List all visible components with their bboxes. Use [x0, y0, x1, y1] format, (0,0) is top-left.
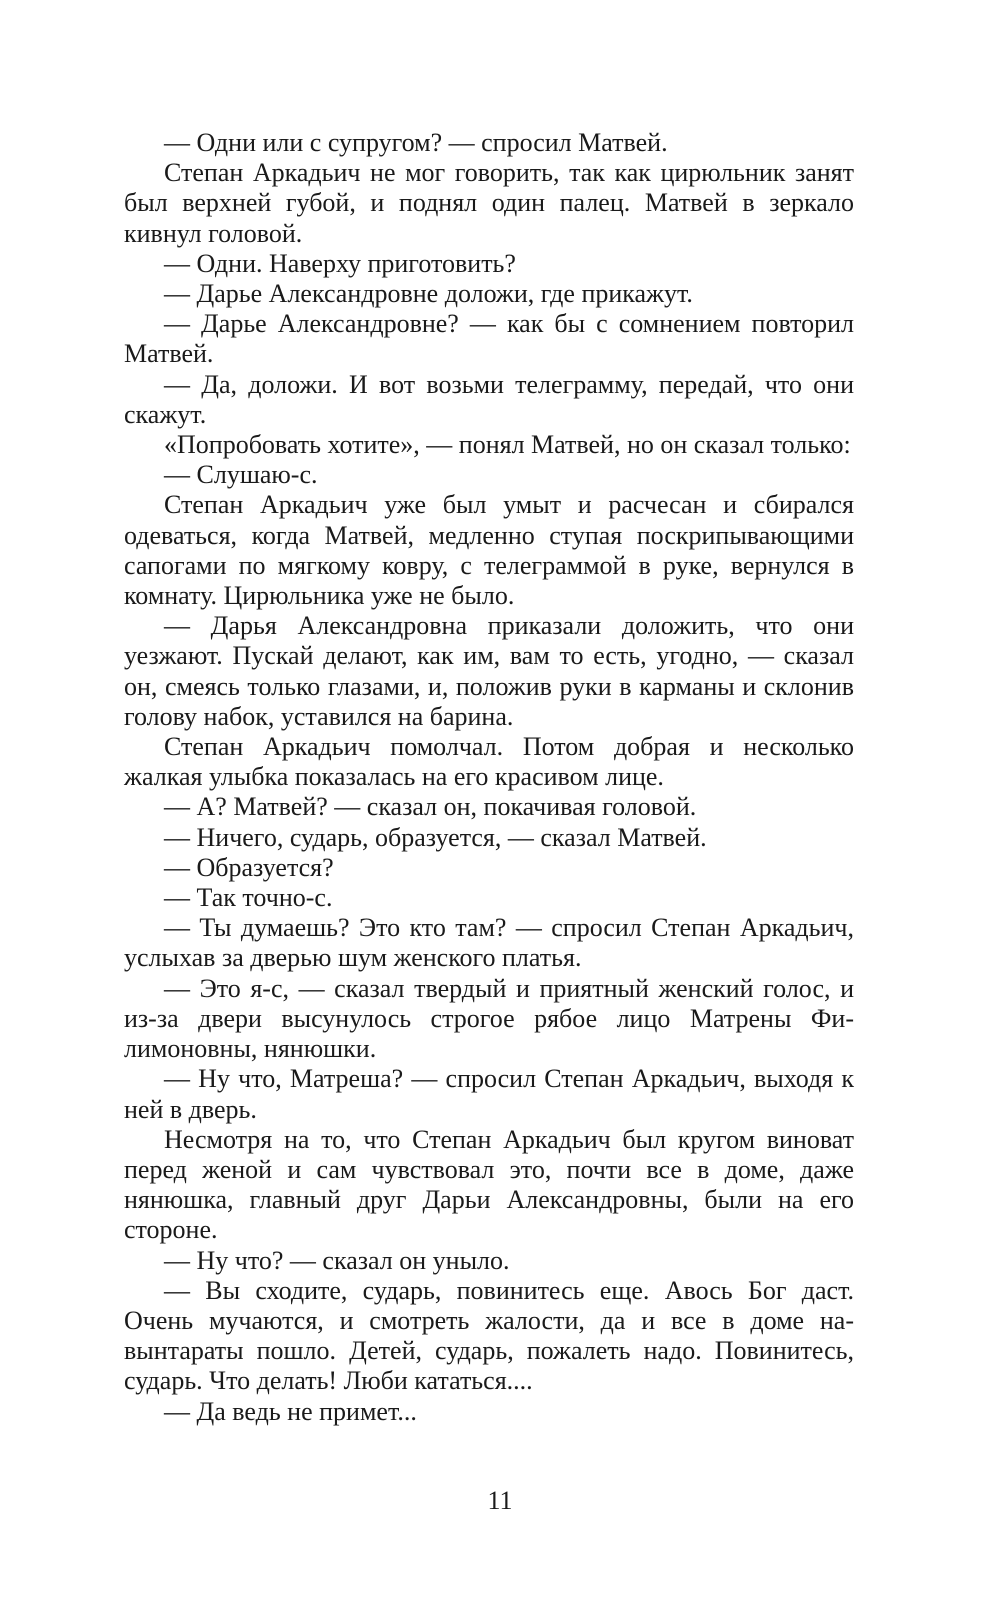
paragraph: — Ничего, сударь, образуется, — сказал Матвей.	[164, 822, 707, 852]
paragraph: — Вы сходите, сударь, повинитесь еще. Авось Бог даст. Очень мучаются, и смотреть жалости, да и все в доме навынтараты пошло. Детей, сударь, пожалеть надо. Повинитесь, сударь. Что делать! Люби кататься....	[124, 1275, 854, 1396]
paragraph: — Это я-с, — сказал твердый и приятный женский голос, и из-за двери высунулось строгое рябое лицо Матрены Филимоновны, нянюшки.	[124, 973, 854, 1064]
paragraph: — Да ведь не примет...	[164, 1396, 417, 1426]
paragraph: — Образуется?	[164, 852, 334, 882]
paragraph: — Дарья Александровна приказали доложить, что они уезжают. Пускай делают, как им, вам то есть, угодно, — сказал он, смеясь только глазами, и, положив руки в карманы и склонив голову набок, уставился на барина.	[124, 611, 854, 731]
paragraph: Степан Аркадьич уже был умыт и расчесан и сбирался одеваться, когда Матвей, медленно ступая поскрипывающими сапогами по мягкому ковру, с телеграммой в руке, вернулся в комнату. Цирюльника уже не было.	[124, 490, 854, 611]
paragraph: Степан Аркадьич помолчал. Потом добрая и несколько жалкая улыбка показалась на его красивом лице.	[124, 732, 854, 792]
paragraph: — Так точно-с.	[164, 883, 333, 913]
paragraph: Несмотря на то, что Степан Аркадьич был кругом виноват перед женой и сам чувствовал это, почти все в доме, даже нянюшка, главный друг Дарьи Александровны, были на его стороне.	[124, 1124, 854, 1245]
paragraph: — Дарье Александровне? — как бы с сомнением повторил Матвей.	[124, 309, 854, 369]
paragraph: — Одни или с супругом? — спросил Матвей.	[164, 128, 668, 157]
paragraph: — Ты думаешь? Это кто там? — спросил Степан Аркадьич, услыхав за дверью шум женского платья.	[124, 913, 854, 973]
paragraph: Степан Аркадьич не мог говорить, так как цирюльник занят был верхней губой, и поднял один палец. Матвей в зеркало кивнул головой.	[124, 158, 854, 248]
paragraph: — Ну что? — сказал он уныло.	[164, 1245, 510, 1275]
page-number: 11	[487, 1486, 513, 1515]
paragraph: — Ну что, Матреша? — спросил Степан Аркадьич, выходя к ней в дверь.	[124, 1064, 854, 1124]
paragraph: «Попробовать хотите», — понял Матвей, но он сказал только:	[164, 430, 851, 460]
page-text	[124, 128, 854, 1427]
paragraph: — Слушаю-с.	[164, 460, 318, 490]
paragraph: — А? Матвей? — сказал он, покачивая головой.	[164, 792, 697, 822]
paragraph: — Одни. Наверху приготовить?	[164, 248, 516, 278]
paragraph: — Да, доложи. И вот возьми телеграмму, передай, что они скажут.	[124, 369, 854, 429]
paragraph: — Дарье Александровне доложи, где прикажут.	[164, 279, 693, 309]
